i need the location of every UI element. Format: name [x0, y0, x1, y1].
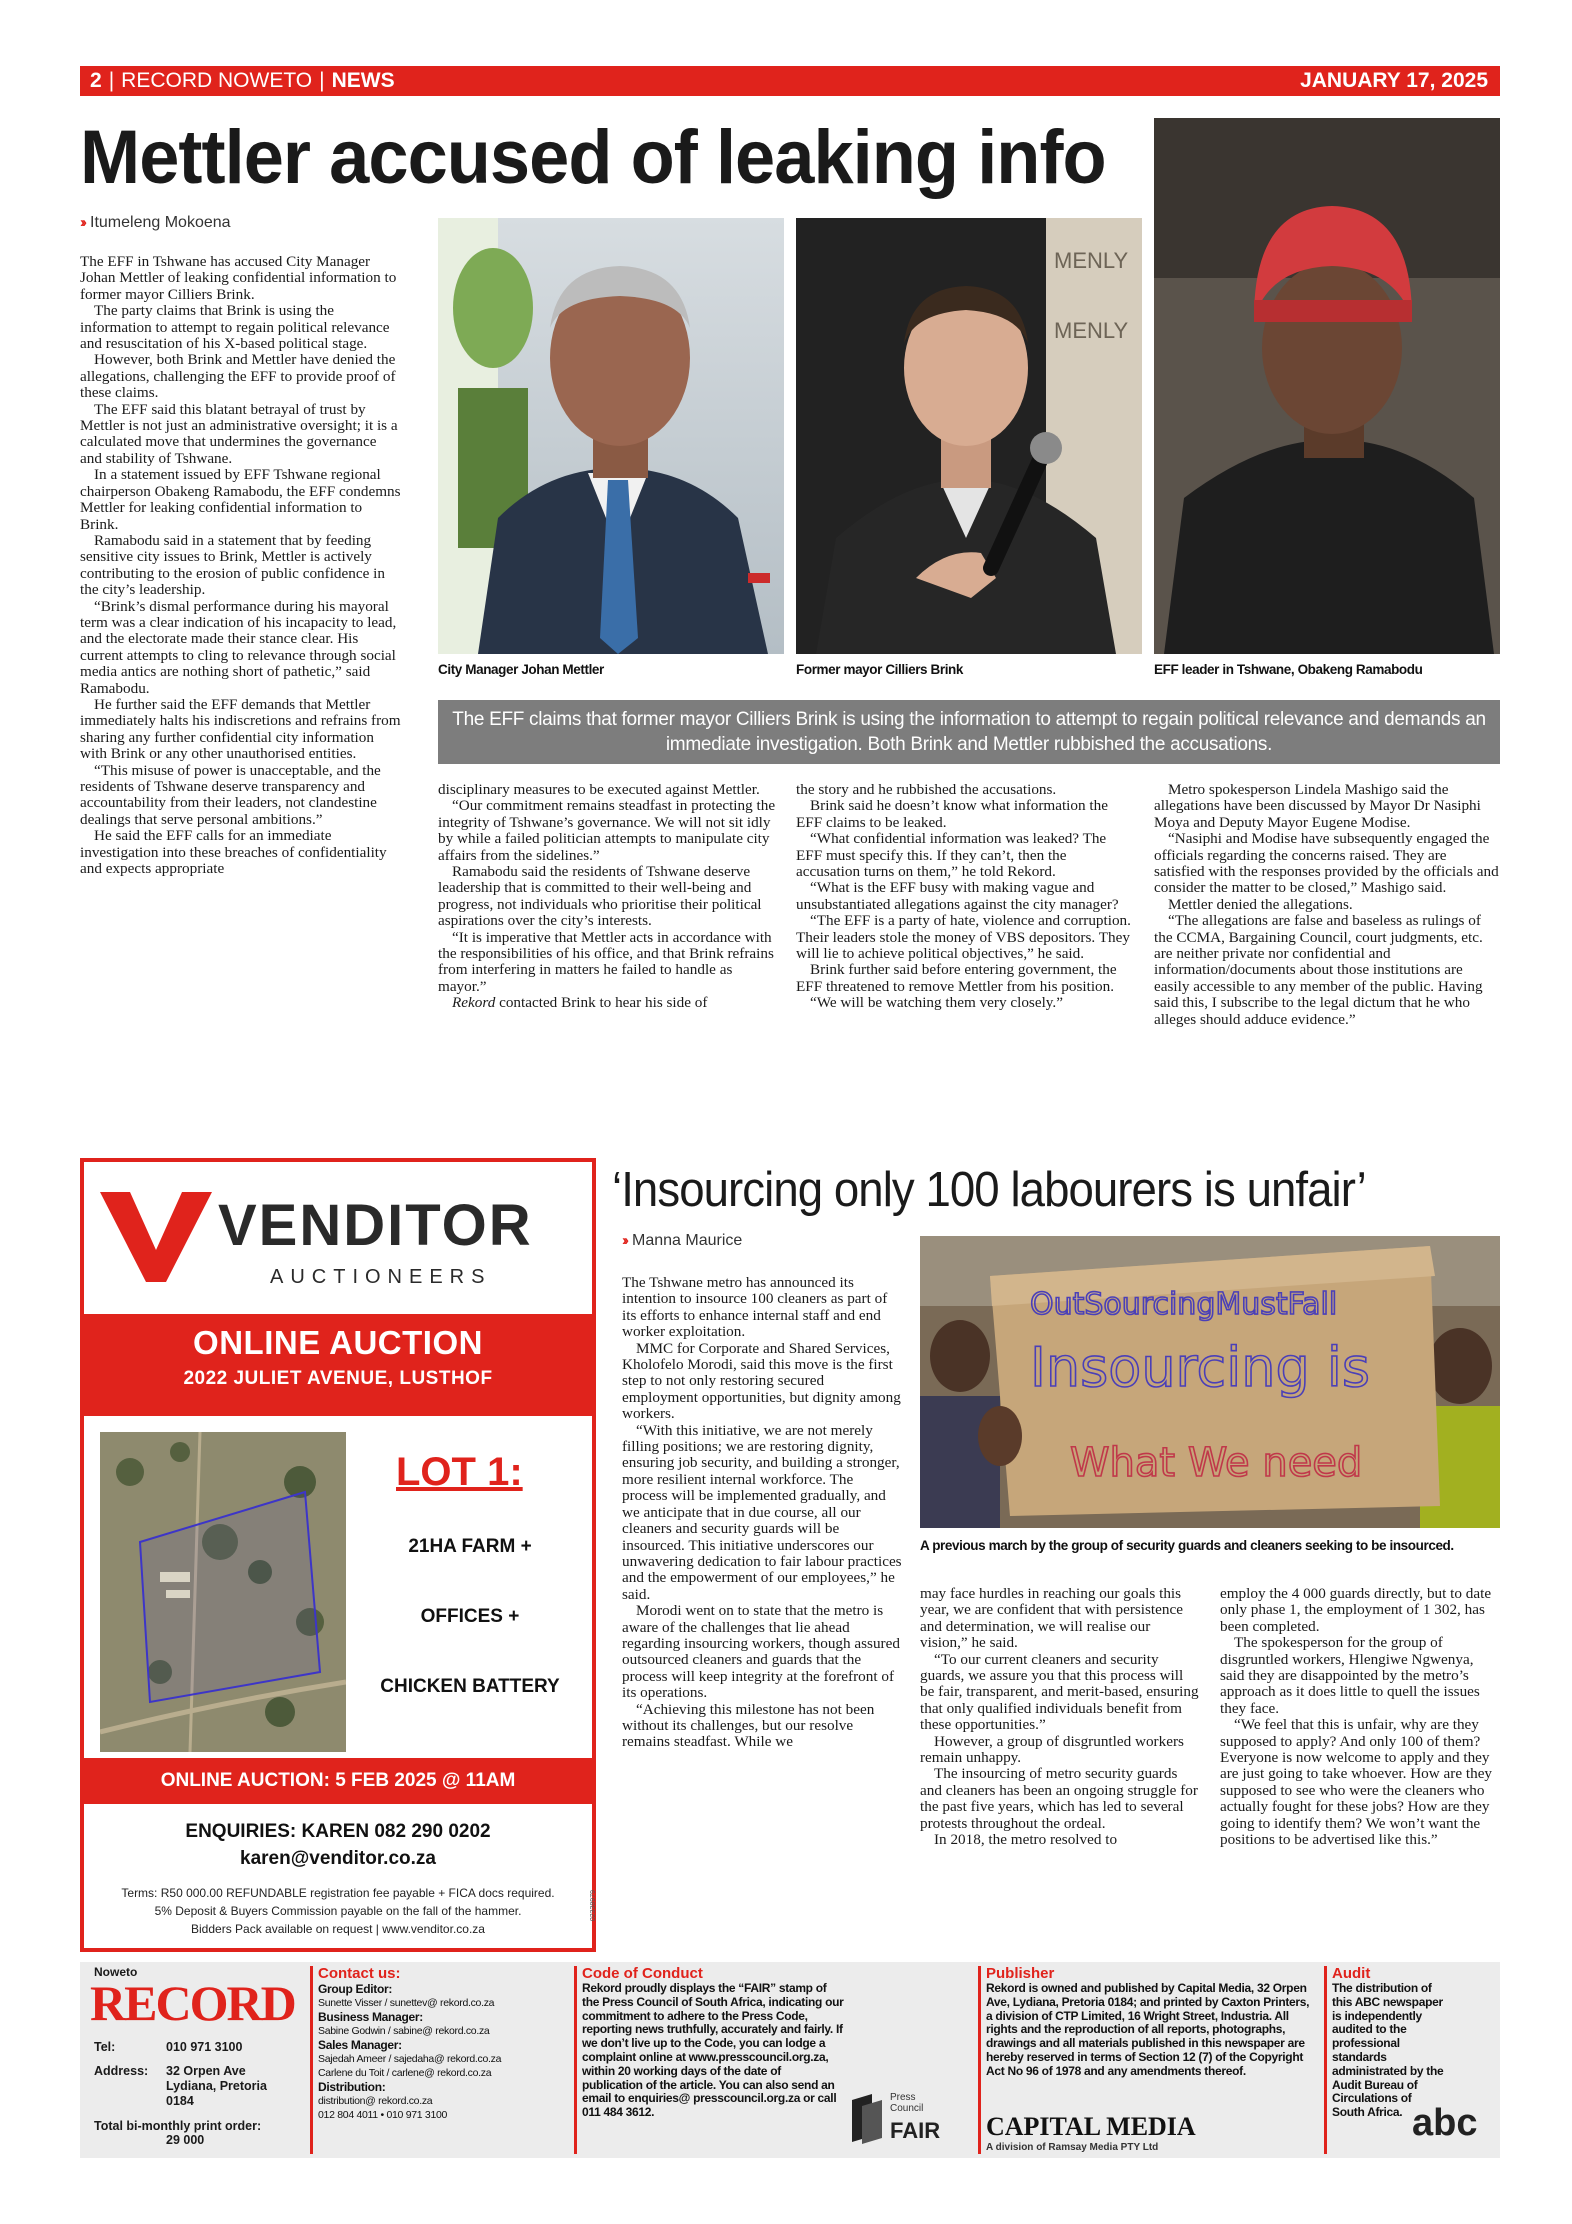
capital-media-sub: A division of Ramsay Media PTY Ltd — [986, 2142, 1159, 2153]
page-header-strip: 2 | RECORD NOWETO | NEWS JANUARY 17, 2025 — [80, 66, 1500, 96]
tel-label: Tel: — [94, 2040, 116, 2054]
press-council-line: Press — [890, 2092, 916, 2103]
publication-name: RECORD NOWETO — [121, 69, 313, 92]
press-council-label — [890, 2092, 923, 2114]
story2-byline — [622, 1232, 742, 1250]
contact-role: Business Manager: — [318, 2010, 423, 2024]
contact-detail[interactable]: Sunette Visser / sunettev@ rekord.co.za — [318, 1997, 495, 2009]
address-line: Lydiana, Pretoria — [166, 2079, 267, 2093]
footer-code-of-conduct — [574, 1962, 966, 2158]
paragraph: “What confidential information was leaked? The EFF must specify this. If they can’t, then the accusation turns on them,” he told Rekord. — [796, 830, 1107, 881]
story2-column-2 — [920, 1586, 1200, 1849]
contact-detail[interactable]: Sajedah Ameer / sajedaha@ rekord.co.za — [318, 2053, 502, 2065]
story1-column-1 — [80, 254, 402, 877]
placard-line-1: OutSourcingMustFall — [1030, 1287, 1338, 1322]
placard-line-2: Insourcing is — [1030, 1336, 1371, 1399]
story1-column-4 — [1154, 782, 1500, 1028]
caption-brink: Former mayor Cilliers Brink — [796, 662, 964, 677]
masthead-footer — [80, 1962, 1500, 2158]
paragraph: Ramabodu said in a statement that by feeding sensitive city issues to Brink, Mettler is actively contributing to the erosion of public confidence in the city’s leadership. — [80, 531, 385, 599]
contact-role: Group Editor: — [318, 1982, 393, 1996]
venditor-brand: VENDITOR — [218, 1193, 533, 1258]
caption-ramabodu: EFF leader in Tshwane, Obakeng Ramabodu — [1154, 662, 1423, 677]
feature-chicken-battery: CHICKEN BATTERY — [380, 1676, 560, 1697]
tel-value: 010 971 3100 — [166, 2040, 243, 2054]
story2-headline: ‘Insourcing only 100 labourers is unfair’ — [612, 1163, 1366, 1217]
venditor-advert[interactable] — [80, 1158, 596, 1952]
paragraph: “Nasiphi and Modise have subsequently engaged the officials regarding the concerns raised. They are satisfied with the responses provided by the officials and consider the matter to be closed,” Mashigo said. — [1154, 830, 1499, 897]
story1-byline — [80, 214, 231, 232]
paragraph: The insourcing of metro security guards and cleaners has been an ongoing struggle for the past five years, which has led to several protests throughout the ordeal. — [920, 1765, 1198, 1832]
auction-title: ONLINE AUCTION — [193, 1324, 483, 1361]
auction-date-banner: ONLINE AUCTION: 5 FEB 2025 @ 11AM — [84, 1758, 592, 1804]
footer-audit — [1324, 1962, 1500, 2158]
venditor-logo-icon — [96, 1184, 216, 1284]
masthead-logo: RECORD — [90, 1975, 295, 2031]
paragraph: “Our commitment remains steadfast in protecting the integrity of Tshwane’s governance. We will not sit idly by while a failed politician attempts to manipulate city affairs from the sidelines.” — [438, 797, 776, 864]
footer-contact-details — [94, 2040, 294, 2147]
placard-line-3: What We need — [1070, 1440, 1363, 1486]
audit-heading: Audit — [1332, 1965, 1371, 1982]
paragraph: “We will be watching them very closely.” — [810, 994, 1063, 1012]
photo-cilliers-brink — [796, 218, 1142, 654]
paragraph: may face hurdles in reaching our goals this year, we are confident that with persistence and determination, we will realise our vision,” he said. — [920, 1585, 1183, 1652]
enquiries — [84, 1818, 592, 1872]
publication-name-italic: Rekord — [452, 994, 496, 1012]
byline-arrow-icon: ›› — [80, 214, 84, 231]
press-council-icon — [850, 2092, 884, 2144]
paragraph: “Brink’s dismal performance during his mayoral term was a clear indication of his incapacity to lead, and the electorate made their stance clear. His current attempts to cling to relevance through social media antics are nothing short of pathetic,” said Ramabodu. — [80, 597, 397, 697]
paragraph: The EFF said this blatant betrayal of trust by Mettler is not just an administrative oversight; it is a calculated move that undermines the governance and stability of Tshwane. — [80, 400, 398, 467]
aerial-map-art — [100, 1432, 346, 1752]
caption-protest: A previous march by the group of security guards and cleaners seeking to be insourced. — [920, 1538, 1454, 1553]
paragraph: “This misuse of power is unacceptable, and the residents of Tshwane deserve transparency and accountability from their leaders, not clandestine dealings that serve personal ambitions.” — [80, 761, 381, 828]
terms-line[interactable]: Bidders Pack available on request | www.venditor.co.za — [191, 1922, 485, 1936]
contact-detail[interactable]: 012 804 4011 • 010 971 3100 — [318, 2109, 448, 2121]
paragraph: He further said the EFF demands that Mettler immediately halts his indiscretions and refrains from sharing any further confidential city information with Brink or any other unauthorised entities. — [80, 695, 401, 763]
enquiries-email[interactable]: karen@venditor.co.za — [240, 1848, 436, 1869]
feature-farm: 21HA FARM + — [408, 1536, 532, 1557]
paragraph: He said the EFF calls for an immediate investigation into these breaches of confidentiality and expects appropriate — [80, 827, 387, 878]
byline-arrow-icon: ›› — [622, 1232, 626, 1249]
story1-author: Itumeleng Mokoena — [90, 214, 231, 231]
photo-protest-march — [920, 1236, 1500, 1528]
paragraph: MMC for Corporate and Shared Services, Kholofelo Morodi, said this move is the first step to not only restoring secured employment opportunities, but dignity among workers. — [622, 1339, 901, 1423]
caption-mettler: City Manager Johan Mettler — [438, 662, 604, 677]
section-name: NEWS — [331, 69, 395, 92]
press-council-line: Council — [890, 2103, 924, 2114]
story1-column-3 — [796, 782, 1134, 1012]
story1-headline: Mettler accused of leaking info — [80, 115, 1106, 200]
paragraph: However, both Brink and Mettler have denied the allegations, challenging the EFF to provide proof of these claims. — [80, 351, 396, 402]
brink-photo-art — [796, 218, 1142, 654]
paragraph: “The EFF is a party of hate, violence and corruption. Their leaders stole the money of VBS depositors. They will lie to achieve political objectives,” he said. — [796, 912, 1131, 963]
lot-number: LOT 1: — [396, 1450, 523, 1494]
fair-label: FAIR — [890, 2118, 941, 2143]
masthead-small: Noweto — [94, 1965, 138, 1979]
capital-media-logo: CAPITAL MEDIA — [986, 2112, 1196, 2141]
paragraph: Brink further said before entering government, the EFF threatened to remove Mettler from his position. — [796, 961, 1117, 995]
feature-offices: OFFICES + — [420, 1606, 520, 1627]
paragraph: Rekord contacted Brink to hear his side of — [452, 994, 708, 1012]
paragraph: Morodi went on to state that the metro is aware of the challenges that lie ahead regarding insourcing workers, though assured outsourced cleaners and guards that the process will keep integrity at the forefront of its operations. — [622, 1602, 900, 1702]
print-order-value: 29 000 — [166, 2133, 205, 2147]
contact-role: Distribution: — [318, 2080, 386, 2094]
terms-line: 5% Deposit & Buyers Commission payable on the fall of the hammer. — [154, 1904, 522, 1918]
address-line: 32 Orpen Ave — [166, 2064, 246, 2078]
paragraph: The spokesperson for the group of disgruntled workers, Hlengiwe Ngwenya, said they are disappointed by the metro’s approach as it does little to quell the issues they face. — [1220, 1634, 1480, 1717]
contact-heading: Contact us: — [318, 1965, 401, 1982]
paragraph: In a statement issued by EFF Tshwane regional chairperson Obakeng Ramabodu, the EFF condemns Mettler for leaking confidential information to Brink. — [80, 466, 401, 533]
story2-column-3 — [1220, 1586, 1500, 1849]
svg-text:MENLY: MENLY — [1054, 318, 1129, 343]
paragraph: “To our current cleaners and security guards, we assure you that this process will be fair, transparent, and merit-based, ensuring that only qualified individuals benefit from these opportunities.” — [920, 1650, 1199, 1734]
ramabodu-photo-art — [1154, 118, 1500, 654]
issue-date: JANUARY 17, 2025 — [1300, 69, 1488, 92]
protest-photo-art — [920, 1236, 1500, 1528]
auction-address: 2022 JULIET AVENUE, LUSTHOF — [183, 1368, 493, 1389]
code-text: Rekord proudly displays the “FAIR” stamp of the Press Council of South Africa, indicating our commitment to adhere to the Press Code, reporting news truthfully, accurately and fairly. If we don’t live up to the Code, you can lodge a complaint online at www.presscouncil.org.za, within 20 working days of the date of publication of the article. You can also send an email to enquiries@ presscouncil.org.za or call 011 484 3612. — [582, 1981, 844, 2120]
auction-terms — [84, 1884, 592, 1938]
contact-role: Sales Manager: — [318, 2038, 402, 2052]
address-line: 0184 — [166, 2094, 194, 2108]
photo-johan-mettler — [438, 218, 784, 654]
enquiries-phone[interactable]: ENQUIRIES: KAREN 082 290 0202 — [185, 1821, 491, 1842]
print-order-label: Total bi-monthly print order: — [94, 2119, 262, 2133]
contact-detail[interactable]: Sabine Godwin / sabine@ rekord.co.za — [318, 2025, 490, 2037]
paragraph: In 2018, the metro resolved to — [934, 1831, 1118, 1849]
mettler-photo-art — [438, 218, 784, 654]
paragraph: Mettler denied the allegations. — [1168, 895, 1353, 913]
auction-banner — [84, 1314, 592, 1416]
address-label: Address: — [94, 2064, 149, 2078]
paragraph: “What is the EFF busy with making vague and unsubstantiated allegations against the city manager? — [796, 879, 1119, 913]
contact-detail[interactable]: Carlene du Toit / carlene@ rekord.co.za — [318, 2067, 492, 2079]
paragraph: “It is imperative that Mettler acts in accordance with the responsibilities of his office, and that Brink refrains from interfering in matters he failed to handle as mayor.” — [438, 928, 774, 995]
story2-author: Manna Maurice — [632, 1232, 743, 1249]
paragraph: The EFF in Tshwane has accused City Manager Johan Mettler of leaking confidential information to former mayor Cilliers Brink. — [80, 253, 397, 303]
photo-obakeng-ramabodu — [1154, 118, 1500, 654]
paragraph: Brink said he doesn’t know what information the EFF claims to be leaked. — [796, 797, 1108, 831]
story2-column-1 — [622, 1275, 902, 1751]
paragraph: “With this initiative, we are not merely filling positions; we are restoring dignity, ensuring job security, and building a stronger, more resilient internal workforce. The process will be implemented gradually, and we anticipate that in due course, all our cleaners and security guards will be insourced. This initiative underscores our unwavering dedication to fair labour practices and the empowerment of our employees,” he said. — [622, 1421, 902, 1603]
paragraph: However, a group of disgruntled workers remain unhappy. — [920, 1732, 1184, 1767]
paragraph: disciplinary measures to be executed against Mettler. — [438, 781, 760, 798]
advert-reference: 02338979 — [590, 1890, 597, 1922]
press-council-fair-logo — [850, 2078, 950, 2152]
paragraph: “We feel that this is unfair, why are they supposed to apply? And only 100 of them? Everyone is now welcome to apply and they are just going to take whoever. How are they supposed to see who were the cleaners who actually fought for these jobs? How are they going to identify them? We won’t want the positions to be advertised like this.” — [1220, 1716, 1493, 1849]
divider — [574, 1966, 577, 2154]
abc-logo: abc — [1412, 2102, 1478, 2144]
paragraph: The Tshwane metro has announced its intention to insource 100 cleaners as part of its efforts to enhance internal staff and end worker exploitation. — [622, 1274, 888, 1341]
paragraph: “Achieving this milestone has not been without its challenges, but our resolve remains steadfast. While we — [622, 1700, 875, 1751]
paragraph: Metro spokesperson Lindela Mashigo said the allegations have been discussed by Mayor Dr Nasiphi Moya and Deputy Mayor Eugene Modise. — [1154, 781, 1481, 831]
paragraph: employ the 4 000 guards directly, but to date only phase 1, the employment of 1 302, has been completed. — [1220, 1585, 1492, 1635]
terms-line: Terms: R50 000.00 REFUNDABLE registration fee payable + FICA docs required. — [121, 1886, 555, 1900]
publisher-text: Rekord is owned and published by Capital Media, 32 Orpen Ave, Lydiana, Pretoria 0184; and printed by Caxton Printers, a division of CTP Limited, 16 Wright Street, Industria. All rights and the reproduction of all reports, photographs, drawings and all materials published in this newspaper are hereby reserved in terms of Section 12 (7) of the Copyright Act No 96 of 1978 and any amendments thereof. — [986, 1981, 1310, 2078]
audit-text: The distribution of this ABC newspaper is independently audited to the professional standards administrated by the Audit Bureau of Circulations of South Africa. — [1332, 1981, 1444, 2120]
venditor-subtitle: AUCTIONEERS — [270, 1266, 492, 1288]
footer-contact-us — [310, 1962, 542, 2158]
aerial-map — [100, 1432, 346, 1752]
page-number: 2 — [90, 69, 102, 92]
footer-masthead — [80, 1962, 302, 2158]
svg-text:MENLY: MENLY — [1054, 248, 1129, 273]
code-heading: Code of Conduct — [582, 1965, 703, 1982]
paragraph: “The allegations are false and baseless as rulings of the CCMA, Bargaining Council, court judgments, etc. are neither private nor confidential and information/documents about those institutions are easily accessible to any member of the public. Having said this, I subscribe to the legal dictum that he who alleges should adduce evidence.” — [1154, 912, 1483, 1028]
paragraph: Ramabodu said the residents of Tshwane deserve leadership that is committed to their well-being and progress, not individuals who prioritise their political aspirations over the city’s interests. — [438, 863, 762, 930]
divider — [978, 1966, 981, 2154]
divider — [1324, 1966, 1327, 2154]
paragraph: the story and he rubbished the accusations. — [796, 781, 1057, 798]
contact-list — [318, 1982, 501, 2122]
contact-detail[interactable]: distribution@ rekord.co.za — [318, 2095, 433, 2107]
paragraph: The party claims that Brink is using the information to attempt to regain political relevance and resuscitation of his X-based political stage. — [80, 302, 390, 353]
story1-pullquote: The EFF claims that former mayor Cilliers Brink is using the information to attempt to regain political relevance and demands an immediate investigation. Both Brink and Mettler rubbished the accusations. — [438, 700, 1500, 764]
publisher-heading: Publisher — [986, 1965, 1055, 1982]
divider — [310, 1966, 313, 2154]
story1-column-2 — [438, 782, 776, 1012]
